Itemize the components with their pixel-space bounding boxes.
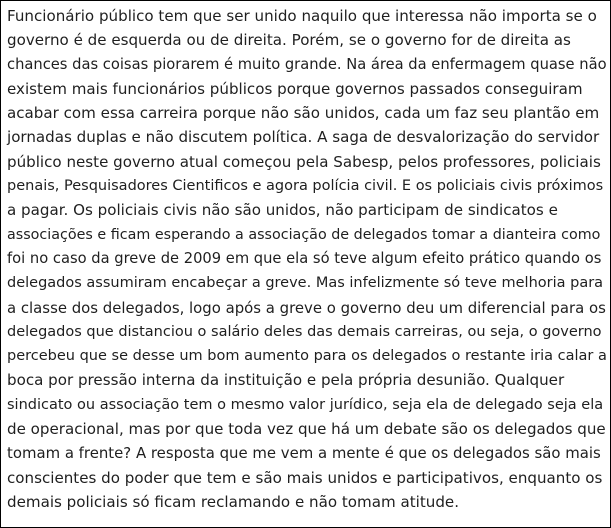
comment-line: a pagar. Os policiais civis não são unidos, não participam de sindicatos e <box>7 201 558 220</box>
comment-line: foi no caso da greve de 2009 em que ela só teve algum efeito prático quando os <box>7 249 602 267</box>
comment-line: Funcionário público tem que ser unido naquilo que interessa não importa se o <box>7 7 597 25</box>
comment-line: penais, Pesquisadores Cientificos e agora polícia civil. E os policiais civis próximos <box>7 178 604 195</box>
comment-line: existem mais funcionários públicos porque governos passados conseguiram <box>7 79 583 98</box>
comment-line: delegados que distanciou o salário deles das demais carreiras, ou seja, o governo <box>7 323 602 340</box>
comment-line: associações e ficam esperando a associação de delegados tomar a dianteira como <box>7 226 601 243</box>
comment-line: governo é de esquerda ou de direita. Porém, se o governo for de direita as <box>7 31 571 50</box>
comment-line: a classe dos delegados, logo após a greve o governo deu um diferencial para os <box>7 298 606 317</box>
comment-line: sindicato ou associação tem o mesmo valor jurídico, seja ela de delegado seja ela <box>7 396 604 413</box>
comment-line: tomam a frente? A resposta que me vem a mente é que os delegados são mais <box>7 444 601 463</box>
comment-line: jornadas duplas e não discutem política. A saga de desvalorização do servidor <box>7 128 600 147</box>
comment-line: percebeu que se desse um bom aumento para os delegados o restante iria calar a <box>7 348 607 365</box>
comment-line: de operacional, mas por que toda vez que há um debate são os delegados que <box>7 420 606 439</box>
comment-line: conscientes do poder que tem e são mais unidos e participativos, enquanto os <box>7 468 603 487</box>
comment-text <box>7 4 607 514</box>
comment-line: delegados assumiram encabeçar a greve. Mas infelizmente só teve melhoria para <box>7 275 604 292</box>
comment-line: demais policiais só ficam reclamando e não tomam atitude. <box>7 492 460 511</box>
comment-line: público neste governo atual começou pela Sabesp, pelos professores, policiais <box>7 152 601 171</box>
comment-line: boca por pressão interna da instituição e pela própria desunião. Qualquer <box>7 371 565 390</box>
comment-line: chances das coisas piorarem é muito grande. Na área da enfermagem quase não <box>7 55 607 73</box>
comment-line: acabar com essa carreira porque não são unidos, cada um faz seu plantão em <box>7 104 600 123</box>
